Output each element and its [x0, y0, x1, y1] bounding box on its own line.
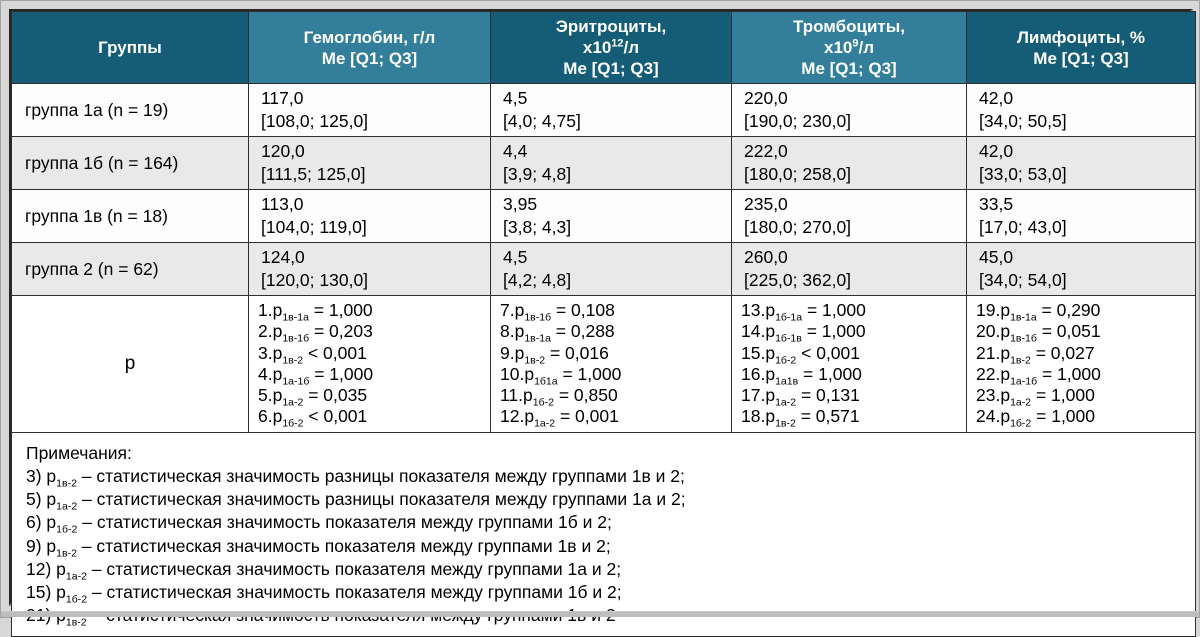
median-value: 235,0 — [744, 194, 788, 214]
p-subscript: 1в-2 — [1010, 354, 1031, 367]
note-item: 15) $p_{1б-2}$ – статистическая значимость показателя между группами 1б и 2; — [26, 582, 622, 606]
header-unit: $х10^9/л$ — [823, 37, 875, 57]
p-entry: $23.p_{1а-2} = 1,000$ — [976, 385, 1095, 409]
note-item: 9) $p_{1в-2}$ – статистическая значимость показателя между группами 1в и 2; — [26, 535, 611, 560]
table-row-group-1a — [12, 84, 1196, 137]
p-entry: $24.p_{1б-2} = 1,000$ — [976, 406, 1096, 430]
median-value: 45,0 — [979, 247, 1014, 267]
iqr-value: [190,0; 230,0] — [744, 111, 852, 131]
p-entry: $12.p_{1а-2} = 0,001$ — [500, 406, 619, 430]
median-value: 220,0 — [744, 88, 788, 108]
iqr-value: [3,9; 4,8] — [503, 164, 572, 184]
header-label: Лимфоциты, % — [1016, 27, 1146, 47]
table-row-group-1v — [12, 190, 1196, 243]
iqr-value: [3,8; 4,3] — [503, 217, 572, 237]
header-cell-platelets — [732, 12, 967, 84]
header-sublabel: Ме [Q1; Q3] — [1033, 48, 1129, 68]
header-label: Эритроциты, — [555, 17, 667, 36]
header-sublabel: Ме [Q1; Q3] — [563, 59, 659, 78]
note-item: 3) $p_{1в-2}$ – статистическая значимость разницы показателя между группами 1в и 2; — [26, 465, 685, 490]
p-subscript: 1б-1в — [775, 332, 802, 345]
header-label: Тромбоциты, — [793, 17, 905, 36]
cell-hemoglobin — [249, 190, 491, 243]
p-subscript: 1а-2 — [775, 396, 797, 409]
cell-lymphocytes — [967, 243, 1196, 296]
p-subscript: 1б-2 — [56, 523, 78, 536]
p-subscript: 1а-1б — [282, 375, 310, 388]
p-entry: $21.p_{1в-2} = 0,027$ — [976, 342, 1095, 367]
iqr-value: [104,0; 119,0] — [261, 217, 367, 237]
p-subscript: 1в-2 — [282, 354, 304, 367]
median-value: 42,0 — [979, 88, 1014, 108]
notes-cell — [12, 432, 1196, 637]
p-subscript: 1в-2 — [56, 477, 77, 490]
iqr-value: [34,0; 50,5] — [979, 111, 1067, 131]
iqr-value: [34,0; 54,0] — [979, 270, 1067, 290]
p-subscript: 1а-2 — [1010, 396, 1032, 409]
header-cell-lymphocytes — [967, 12, 1196, 84]
note-item: 6) $p_{1б-2}$ – статистическая значимость показателя между группами 1б и 2; — [26, 512, 612, 536]
p-subscript: 1б1а — [534, 375, 558, 388]
note-item: 12) $p_{1а-2}$ – статистическая значимость показателя между группами 1а и 2; — [26, 558, 622, 583]
page-bottom-shadow — [1, 611, 1199, 617]
statistics-table — [9, 9, 1193, 629]
p-entry: $2.p_{1в-1б} = 0,203$ — [258, 321, 373, 345]
table-row-notes — [12, 432, 1196, 637]
cell-hemoglobin — [249, 137, 491, 190]
median-value: 120,0 — [261, 141, 305, 161]
header-cell-hemoglobin — [249, 12, 491, 84]
note-item: 5) $p_{1а-2}$ – статистическая значимость разницы показателя между группами 1а и 2; — [26, 489, 686, 513]
p-subscript: 1в-1б — [1010, 332, 1037, 345]
cell-erythrocytes — [491, 243, 732, 296]
p-entry: $6.p_{1б-2} < 0,001$ — [258, 406, 368, 430]
p-subscript: 1в-1б — [524, 311, 552, 324]
p-subscript: 1б-2 — [775, 354, 797, 367]
p-subscript: 1а1в — [775, 375, 799, 388]
group-label: группа 1б (n = 164) — [12, 137, 249, 190]
median-value: 117,0 — [261, 88, 304, 108]
iqr-value: [120,0; 130,0] — [261, 270, 369, 290]
cell-hemoglobin — [249, 84, 491, 137]
p-subscript: 1в-2 — [524, 354, 546, 367]
header-sublabel: Ме [Q1; Q3] — [801, 59, 897, 78]
p-entry: $8.p_{1в-1а} = 0,288$ — [500, 321, 615, 345]
p-subscript: 1в-2 — [65, 616, 87, 629]
iqr-value: [225,0; 362,0] — [744, 270, 852, 290]
median-value: 42,0 — [979, 141, 1014, 161]
p-entry: $19.p_{1в-1а} = 0,290$ — [976, 300, 1101, 324]
p-subscript: 1б-2 — [532, 396, 554, 409]
p-entry: $5.p_{1а-2} = 0,035$ — [258, 385, 368, 409]
p-subscript: 1в-2 — [56, 547, 77, 560]
p-values-erythrocytes — [491, 296, 732, 433]
p-entry: $22.p_{1а-1б} = 1,000$ — [976, 363, 1101, 388]
header-cell-erythrocytes — [491, 12, 732, 84]
header-sublabel: Ме [Q1; Q3] — [321, 48, 418, 68]
p-entry: $1.p_{1в-1а} = 1,000$ — [258, 300, 373, 324]
iqr-value: [33,0; 53,0] — [979, 164, 1067, 184]
p-subscript: 1б-2 — [1010, 417, 1032, 430]
p-values-lymphocytes — [967, 296, 1196, 433]
notes-title: Примечания: — [26, 442, 132, 463]
iqr-value: [4,0; 4,75] — [503, 111, 581, 131]
iqr-value: [108,0; 125,0] — [261, 111, 369, 131]
cell-platelets — [732, 137, 967, 190]
cell-erythrocytes — [491, 84, 732, 137]
iqr-value: [180,0; 270,0] — [744, 217, 852, 237]
p-subscript: 1в-2 — [775, 417, 796, 430]
p-row-label: p — [12, 296, 249, 433]
iqr-value: [111,5; 125,0] — [261, 164, 366, 184]
cell-platelets — [732, 190, 967, 243]
p-entry: $16.p_{1а1в} = 1,000$ — [741, 363, 862, 388]
unit-exponent: 12 — [611, 37, 624, 50]
p-entry: $11.p_{1б-2} = 0,850$ — [500, 385, 618, 409]
iqr-value: [180,0; 258,0] — [744, 164, 852, 184]
unit-exponent: 9 — [852, 37, 859, 50]
median-value: 4,5 — [503, 247, 528, 267]
iqr-value: [4,2; 4,8] — [503, 270, 572, 290]
median-value: 4,4 — [503, 141, 528, 161]
cell-lymphocytes — [967, 84, 1196, 137]
p-entry: $3.p_{1в-2} < 0,001$ — [258, 342, 367, 367]
median-value: 33,5 — [979, 194, 1014, 214]
cell-hemoglobin — [249, 243, 491, 296]
header-cell-groups — [12, 12, 249, 84]
group-label: группа 1в (n = 18) — [12, 190, 249, 243]
median-value: 222,0 — [744, 141, 788, 161]
table-row-p-values — [12, 296, 1196, 433]
median-value: 113,0 — [261, 194, 304, 214]
table-header-row — [12, 12, 1196, 84]
cell-erythrocytes — [491, 190, 732, 243]
p-subscript: 1б-2 — [282, 417, 304, 430]
median-value: 3,95 — [503, 194, 538, 214]
blood-parameters-table — [11, 11, 1196, 637]
table-row-group-2 — [12, 243, 1196, 296]
p-entry: $15.p_{1б-2} < 0,001$ — [741, 342, 861, 367]
group-label: группа 2 (n = 62) — [12, 243, 249, 296]
p-entry: $9.p_{1в-2} = 0,016$ — [500, 342, 609, 367]
p-subscript: 1а-2 — [65, 570, 87, 583]
p-subscript: 1б-1а — [775, 311, 803, 324]
p-entry: $13.p_{1б-1а} = 1,000$ — [741, 300, 866, 324]
p-entry: $10.p_{1б1а} = 1,000$ — [500, 363, 622, 388]
p-entry: $20.p_{1в-1б} = 0,051$ — [976, 321, 1101, 345]
cell-platelets — [732, 243, 967, 296]
p-subscript: 1а-1б — [1010, 375, 1038, 388]
p-values-hemoglobin — [249, 296, 491, 433]
p-entry: $18.p_{1в-2} = 0,571$ — [741, 406, 860, 430]
p-entry: $17.p_{1а-2} = 0,131$ — [741, 385, 860, 409]
median-value: 260,0 — [744, 247, 788, 267]
cell-platelets — [732, 84, 967, 137]
p-subscript: 1а-2 — [56, 500, 78, 513]
header-label: Гемоглобин, г/л — [303, 27, 436, 47]
p-values-platelets — [732, 296, 967, 433]
p-entry: $7.p_{1в-1б} = 0,108$ — [500, 300, 615, 324]
p-subscript: 1в-1а — [1010, 311, 1037, 324]
p-entry: $14.p_{1б-1в} = 1,000$ — [741, 321, 866, 345]
cell-lymphocytes — [967, 137, 1196, 190]
header-unit: $х10^{12}/л$ — [582, 37, 640, 57]
group-label: группа 1а (n = 19) — [12, 84, 249, 137]
p-subscript: 1б-2 — [65, 593, 88, 606]
p-subscript: 1а-2 — [282, 396, 304, 409]
cell-lymphocytes — [967, 190, 1196, 243]
median-value: 124,0 — [261, 247, 305, 267]
p-subscript: 1в-1а — [524, 332, 551, 345]
p-subscript: 1в-1а — [282, 311, 309, 324]
p-subscript: 1а-2 — [534, 417, 556, 430]
p-subscript: 1в-1б — [282, 332, 310, 345]
table-row-group-1b — [12, 137, 1196, 190]
median-value: 4,5 — [503, 88, 528, 108]
iqr-value: [17,0; 43,0] — [979, 217, 1067, 237]
cell-erythrocytes — [491, 137, 732, 190]
header-label: Группы — [98, 38, 162, 57]
p-entry: $4.p_{1а-1б} = 1,000$ — [258, 363, 374, 388]
